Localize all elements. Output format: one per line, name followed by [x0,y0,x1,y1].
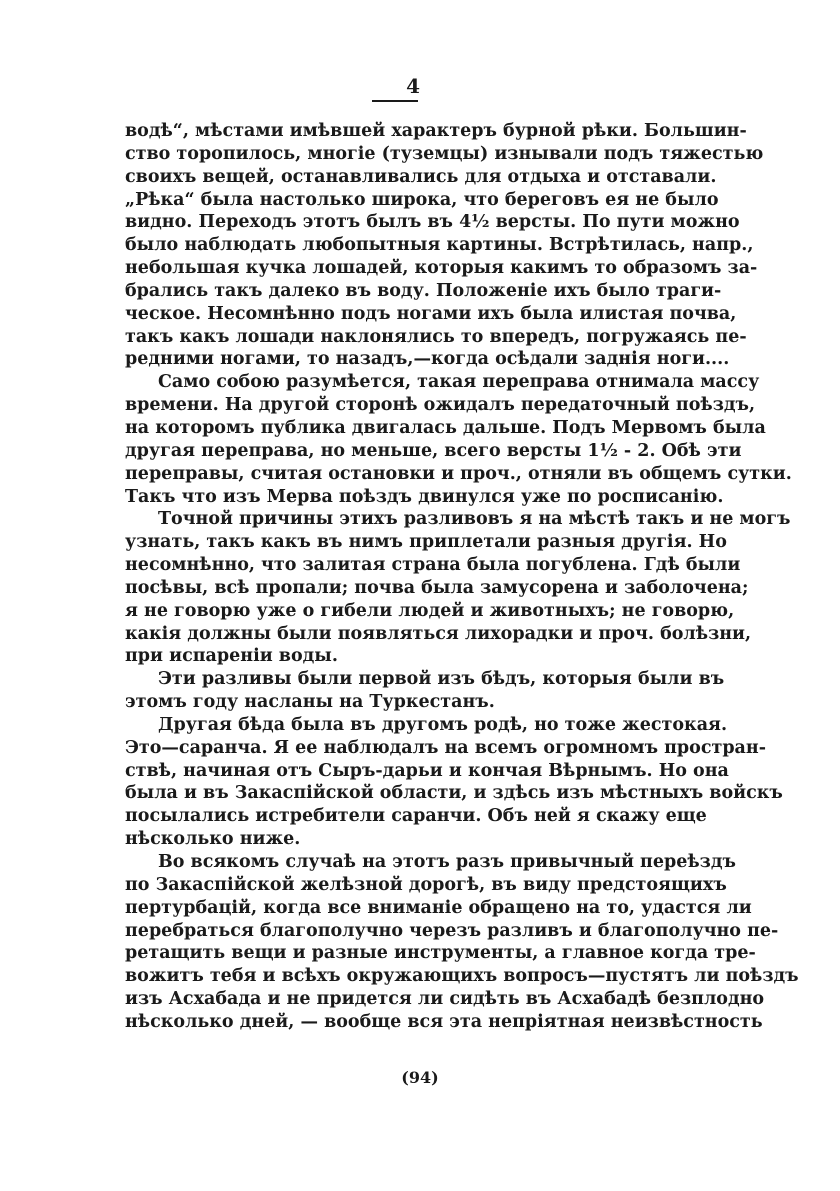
text-line: вожитъ тебя и всѣхъ окружающихъ вопросъ—пустятъ ли поѣздъ [125,966,799,987]
text-line: времени. На другой сторонѣ ожидалъ передаточный поѣздъ, [125,395,756,416]
text-line: посылались истребители саранчи. Объ ней я скажу еще [125,806,707,827]
text-line: другая переправа, но меньше, всего версты 1½ - 2. Обѣ эти [125,440,742,461]
text-line: была и въ Закаспійской области, и здѣсь изъ мѣстныхъ войскъ [125,783,783,804]
text-line: Само собою разумѣется, такая переправа отнимала массу [158,372,760,393]
text-line: Это—саранча. Я ее наблюдалъ на всемъ огромномъ простран- [125,737,766,758]
text-line: Эти разливы были первой изъ бѣдъ, которыя были въ [158,669,725,690]
text-line: на которомъ публика двигалась дальше. Подъ Мервомъ была [125,417,766,438]
text-line: несомнѣнно, что залитая страна была погублена. Гдѣ были [125,555,741,576]
text-line: брались такъ далеко въ воду. Положеніе ихъ было траги- [125,280,722,301]
text-line: пертурбацій, когда все вниманіе обращено на то, удастся ли [125,897,752,918]
text-line: нѣсколько дней, — вообще вся эта непріятная неизвѣстность [125,1011,763,1032]
text-line: было наблюдать любопытныя картины. Встрѣтилась, напр., [125,235,754,256]
text-line: Во всякомъ случаѣ на этотъ разъ привычный переѣздъ [158,852,736,872]
text-line: небольшая кучка лошадей, которыя какимъ то образомъ за- [125,258,758,279]
text-line: такъ какъ лошади наклонялись то впередъ, погружаясь пе- [125,326,747,347]
text-line: редними ногами, то назадъ,—когда осѣдали заднія ноги.... [125,349,730,370]
text-line: при испареніи воды. [125,646,338,667]
text-line: Точной причины этихъ разливовъ я на мѣстѣ такъ и не могъ [158,509,791,530]
text-line: я не говорю уже о гибели людей и животныхъ; не говорю, [125,600,735,621]
text-line: ческое. Несомнѣнно подъ ногами ихъ была илистая почва, [125,303,737,324]
text-line: этомъ году насланы на Туркестанъ. [125,692,495,713]
page-number-rule [372,100,418,102]
text-line: Другая бѣда была въ другомъ родѣ, но тоже жестокая. [158,714,728,735]
text-line: водѣ“, мѣстами имѣвшей характеръ бурной рѣки. Большин- [125,121,747,141]
body-text [125,120,799,1034]
paragraph [125,120,764,371]
text-line: ствѣ, начиная отъ Сыръ-дарьи и кончая Вѣрнымъ. Но она [125,760,729,781]
text-line: посѣвы, всѣ пропали; почва была замусорена и заболочена; [125,577,749,598]
page-number: 4 [406,74,420,98]
text-line: по Закаспійской желѣзной дорогѣ, въ виду предстоящихъ [125,874,727,895]
folio-number: (94) [401,1068,439,1087]
text-line: видно. Переходъ этотъ былъ въ 4½ версты. По пути можно [125,212,740,233]
paragraph [125,851,799,1034]
text-line: переправы, считая остановки и проч., отняли въ общемъ сутки. [125,463,792,484]
paragraph [125,714,783,851]
text-line: перебраться благополучно черезъ разливъ и благополучно пе- [125,920,779,941]
text-line: узнать, такъ какъ въ нимъ приплетали разныя другія. Но [125,532,727,553]
text-line: Такъ что изъ Мерва поѣздъ двинулся уже по росписанію. [125,486,724,507]
paragraph [125,668,725,714]
text-line: нѣсколько ниже. [125,829,301,850]
paragraph [125,371,792,508]
text-line: изъ Асхабада и не придется ли сидѣть въ Асхабадѣ безплодно [125,989,765,1010]
text-line: своихъ вещей, останавливались для отдыха и отставали. [125,166,717,187]
text-line: ретащить вещи и разные инструменты, а главное когда тре- [125,943,756,964]
text-line: ство торопилось, многіе (туземцы) изнывали подъ тяжестью [125,143,764,164]
text-line: какія должны были появляться лихорадки и проч. болѣзни, [125,623,752,644]
paragraph [125,508,791,668]
text-line: „Рѣка“ была настолько широка, что береговъ ея не было [125,189,719,210]
